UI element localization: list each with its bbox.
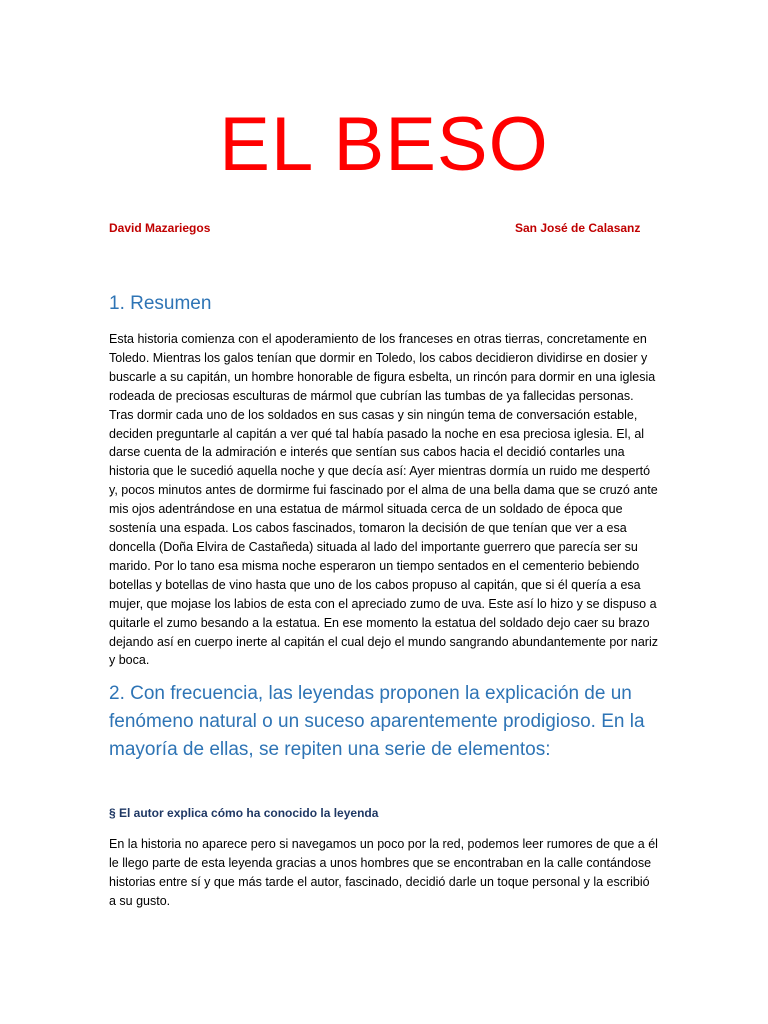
section-2-heading: 2. Con frecuencia, las leyendas proponen la explicación de un fenómeno natural o un suceso aparentemente prodigioso. En la mayoría de ellas, se repiten una serie de elementos: (109, 683, 645, 760)
section-1-body: Esta historia comienza con el apoderamiento de los franceses en otras tierras, concretamente en Toledo. Mientras los galos tenían que dormir en Toledo, los cabos decidieron dividirse en dosier y buscarle a su capitán, un hombre honorable de figura esbelta, un rincón para dormir en una iglesia rodeada de preciosas esculturas de mármol que cubrían las tumbas de ya fallecidas personas. Tras dormir cada uno de los soldados en sus casas y sin ningún tema de conversación estable, deciden preguntarle al capitán a ver qué tal había pasado la noche en esa preciosa iglesia. El, al darse cuenta de la admiración e interés que sentían sus cabos hacia el decidió contarles una historia que le sucedió aquella noche y que decía así: Ayer mientras dormía un ruido me despertó y, pocos minutos antes de dormirme fui fascinado por el alma de una bella dama que se cruzó ante mis ojos adentrándose en una estatua de mármol situada cerca de un soldado de época que sostenía una espada. Los cabos fascinados, tomaron la decisión de que tenían que ver a esa doncella (Doña Elvira de Castañeda) situada al lado del importante guerrero que parecía ser su marido. Por lo tano esa misma noche esperaron un tiempo sentados en el cementerio bebiendo botellas y botellas de vino hasta que uno de los cabos propuso al capitán, que si él quería a esa mujer, que mojase los labios de esta con el apreciado zumo de uva. Este así lo hizo y se dispuso a quitarle el zumo besando a la estatua. En ese momento la estatua del soldado dejo caer su brazo dejando así en cuerpo inerte al capitán el cual dejo el mundo sangrando abundantemente por nariz y boca. (109, 332, 658, 668)
section-1-heading: 1. Resumen (109, 293, 212, 314)
school-name: San José de Calasanz (515, 221, 641, 235)
section-2-subheading: § El autor explica cómo ha conocido la leyenda (109, 806, 379, 820)
author-name: David Mazariegos (109, 221, 211, 235)
section-2-body: En la historia no aparece pero si navegamos un poco por la red, podemos leer rumores de que a él le llego parte de esta leyenda gracias a unos hombres que se encontraban en la calle contándose historias entre sí y que más tarde el autor, fascinado, decidió darle un toque personal y la escribió a su gusto. (109, 837, 658, 908)
document-title: EL BESO (219, 102, 549, 187)
